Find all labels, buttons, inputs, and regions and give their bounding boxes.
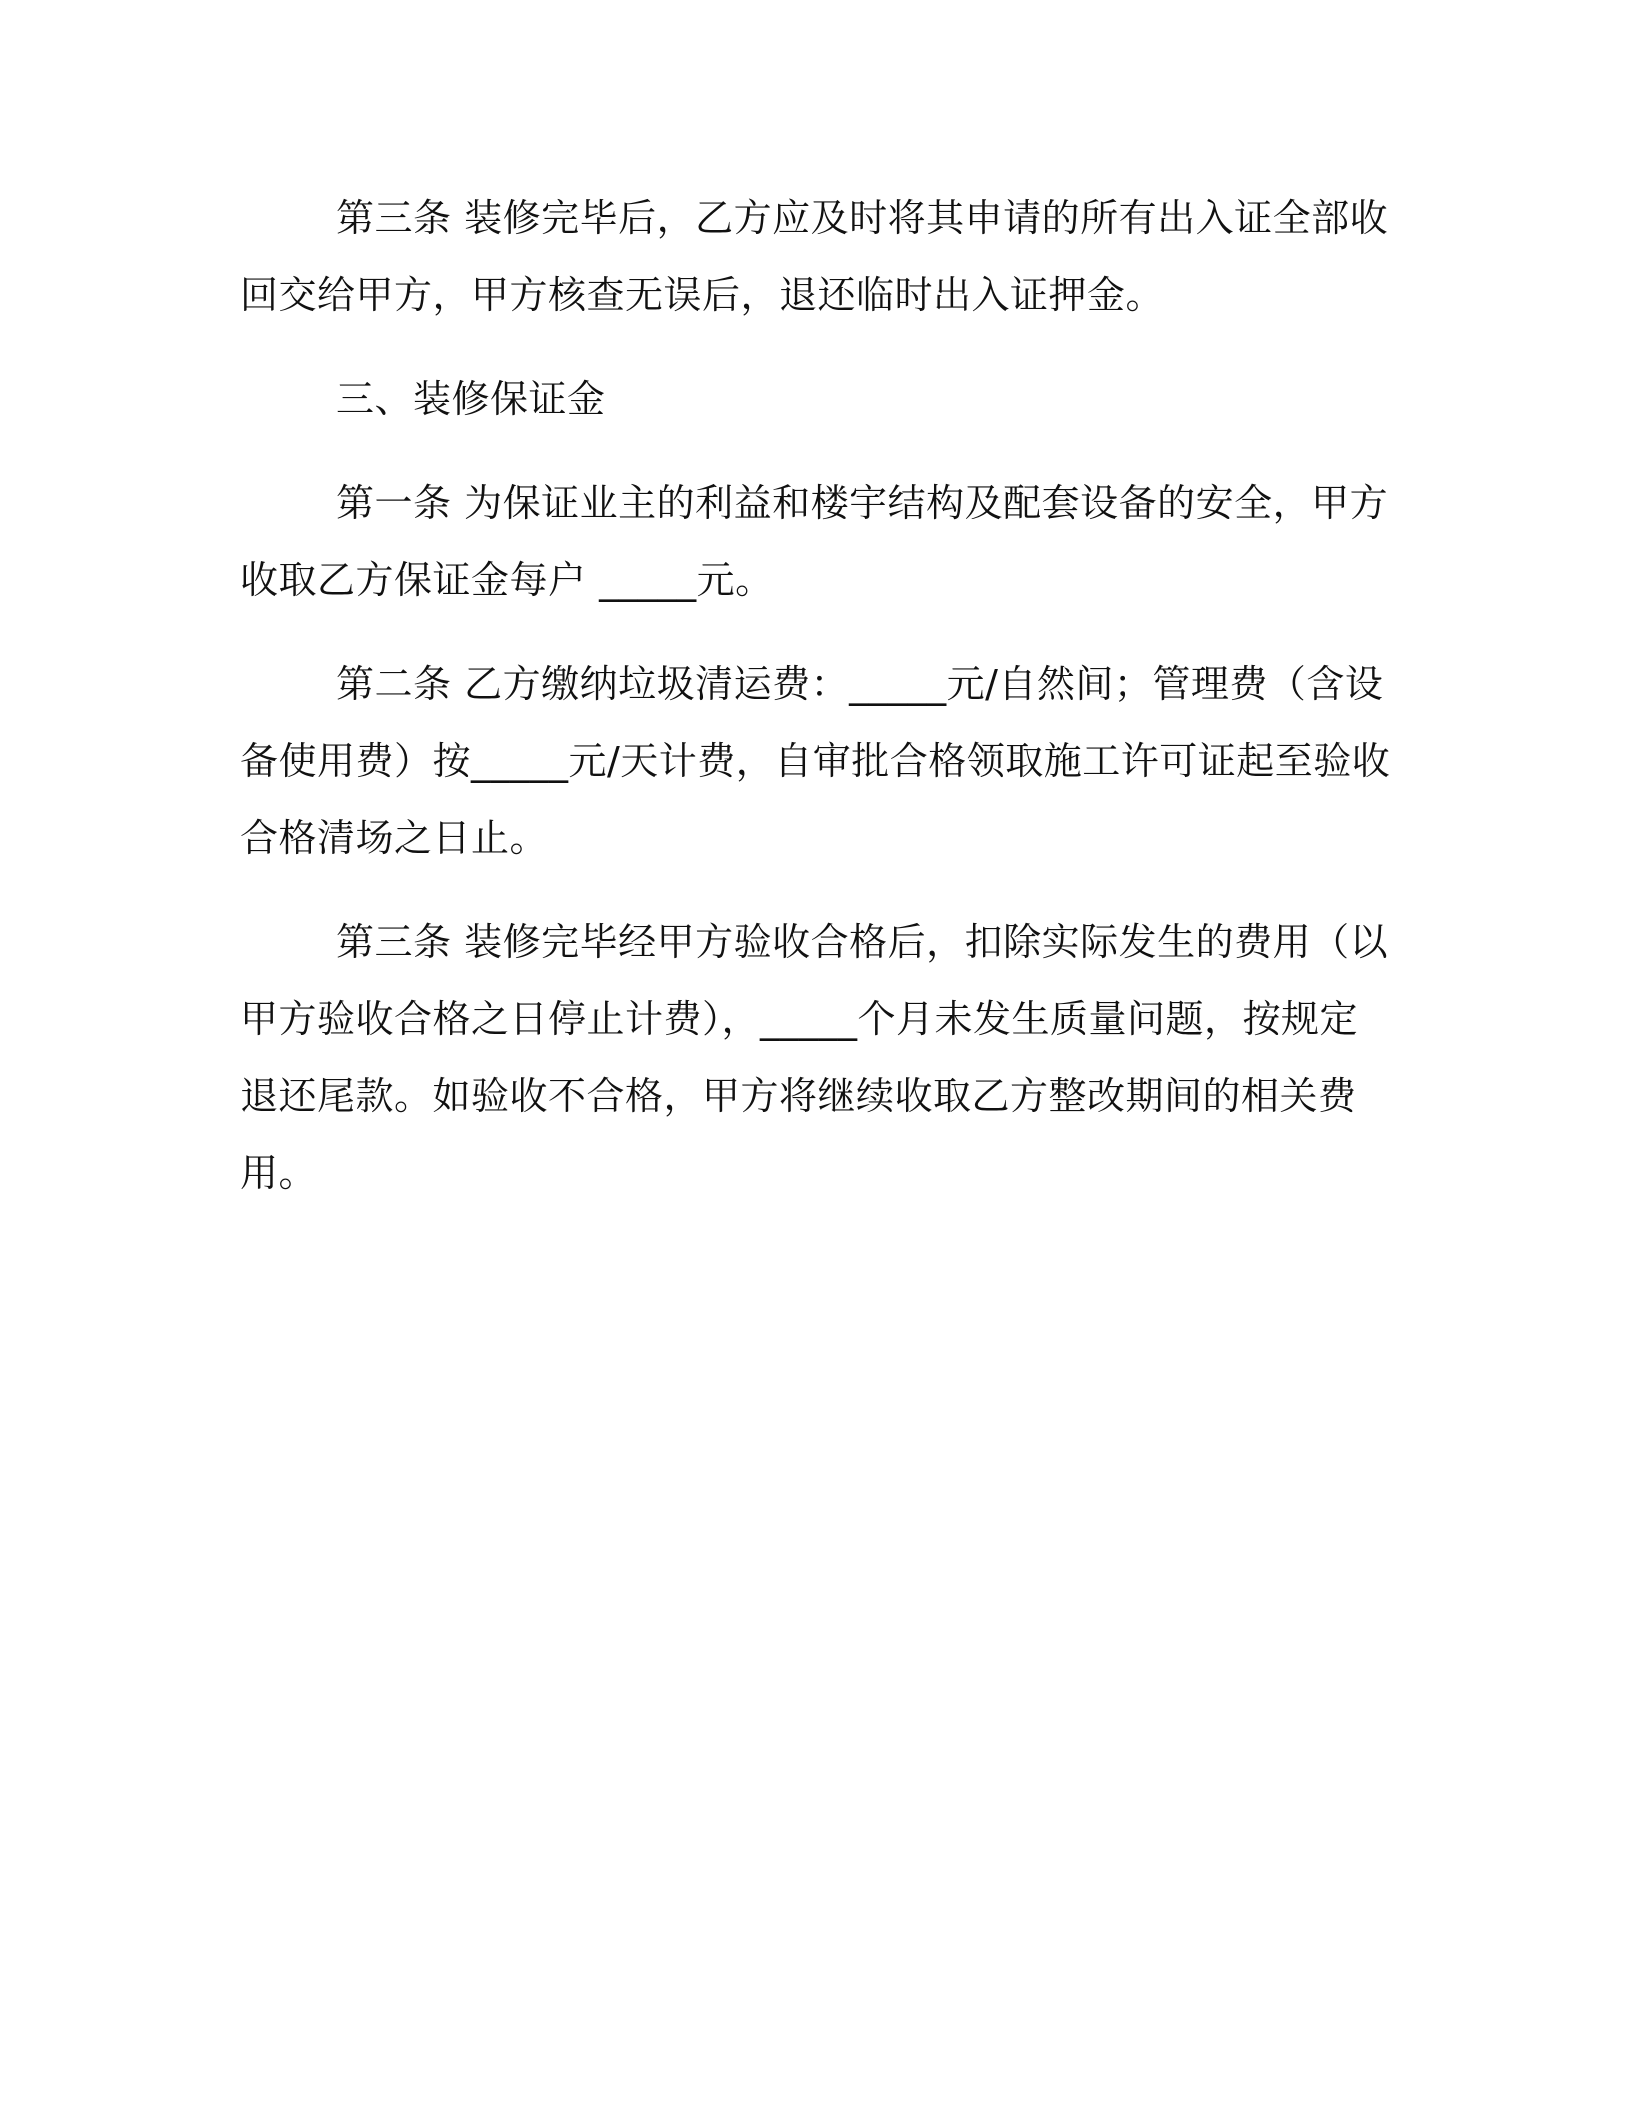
- paragraph-gap: [240, 877, 1392, 904]
- paragraph-article-2-fees: 第二条 乙方缴纳垃圾清运费：_____元/自然间；管理费（含设备使用费）按_____元/天计费，自审批合格领取施工许可证起至验收合格清场之日止。: [240, 662, 1391, 860]
- section-heading-deposit: 三、装修保证金: [336, 377, 606, 421]
- paragraph-article-3-refund: 第三条 装修完毕经甲方验收合格后，扣除实际发生的费用（以甲方验收合格之日停止计费），_____个月未发生质量问题，按规定退还尾款。如验收不合格，甲方将继续收取乙方整改期间的相关费用。: [240, 920, 1389, 1195]
- document-body: [240, 180, 1392, 1212]
- paragraph-gap: [240, 438, 1392, 465]
- paragraph-article-3-completion: 第三条 装修完毕后，乙方应及时将其申请的所有出入证全部收回交给甲方，甲方核查无误后，退还临时出入证押金。: [240, 196, 1389, 317]
- paragraph-article-1-deposit: 第一条 为保证业主的利益和楼宇结构及配套设备的安全，甲方收取乙方保证金每户 _____元。: [240, 481, 1389, 602]
- paragraph-gap: [240, 334, 1392, 361]
- paragraph-gap: [240, 619, 1392, 646]
